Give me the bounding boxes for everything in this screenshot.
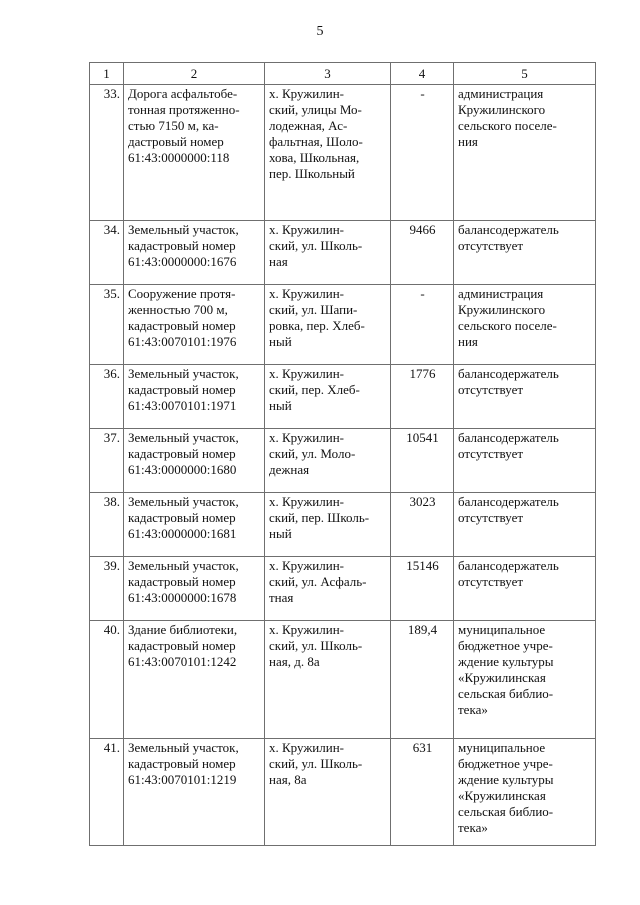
object-description: Земельный участок, кадастровый номер 61:43:0000000:1680: [124, 429, 265, 493]
object-area: 3023: [391, 493, 454, 557]
table-row: [90, 557, 596, 621]
table-row: [90, 365, 596, 429]
balance-holder: балансодержатель отсутствует: [454, 429, 596, 493]
row-number: 41.: [90, 739, 124, 846]
balance-holder: муниципальное бюджетное учре- ждение культуры «Кружилинская сельская библио- тека»: [454, 621, 596, 739]
object-address: х. Кружилин- ский, ул. Школь- ная, 8а: [265, 739, 391, 846]
object-address: х. Кружилин- ский, ул. Школь- ная, д. 8а: [265, 621, 391, 739]
object-description: Земельный участок, кадастровый номер 61:43:0000000:1676: [124, 221, 265, 285]
object-area: 15146: [391, 557, 454, 621]
object-area: -: [391, 285, 454, 365]
table-row: [90, 285, 596, 365]
header-row: [90, 63, 596, 85]
balance-holder: администрация Кружилинского сельского поселе- ния: [454, 285, 596, 365]
row-number: 35.: [90, 285, 124, 365]
object-area: 631: [391, 739, 454, 846]
header-cell-4: 4: [391, 63, 454, 85]
object-address: х. Кружилин- ский, ул. Асфаль- тная: [265, 557, 391, 621]
object-area: 1776: [391, 365, 454, 429]
object-area: -: [391, 85, 454, 221]
object-address: х. Кружилин- ский, ул. Школь- ная: [265, 221, 391, 285]
object-description: Сооружение протя- женностью 700 м, кадастровый номер 61:43:0070101:1976: [124, 285, 265, 365]
object-description: Дорога асфальтобе- тонная протяженно- стью 7150 м, ка- дастровый номер 61:43:0000000:118: [124, 85, 265, 221]
object-address: х. Кружилин- ский, пер. Школь- ный: [265, 493, 391, 557]
row-number: 33.: [90, 85, 124, 221]
row-number: 39.: [90, 557, 124, 621]
object-address: х. Кружилин- ский, ул. Шапи- ровка, пер. Хлеб- ный: [265, 285, 391, 365]
header-cell-5: 5: [454, 63, 596, 85]
table-row: [90, 739, 596, 846]
table-row: [90, 221, 596, 285]
object-area: 10541: [391, 429, 454, 493]
balance-holder: администрация Кружилинского сельского поселе- ния: [454, 85, 596, 221]
row-number: 37.: [90, 429, 124, 493]
table-row: [90, 429, 596, 493]
object-description: Земельный участок, кадастровый номер 61:43:0070101:1219: [124, 739, 265, 846]
table-row: [90, 493, 596, 557]
balance-holder: муниципальное бюджетное учре- ждение культуры «Кружилинская сельская библио- тека»: [454, 739, 596, 846]
header-cell-3: 3: [265, 63, 391, 85]
balance-holder: балансодержатель отсутствует: [454, 493, 596, 557]
table-row: [90, 85, 596, 221]
header-cell-1: 1: [90, 63, 124, 85]
header-cell-2: 2: [124, 63, 265, 85]
object-description: Земельный участок, кадастровый номер 61:43:0070101:1971: [124, 365, 265, 429]
balance-holder: балансодержатель отсутствует: [454, 557, 596, 621]
object-address: х. Кружилин- ский, ул. Моло- дежная: [265, 429, 391, 493]
row-number: 36.: [90, 365, 124, 429]
object-area: 189,4: [391, 621, 454, 739]
object-description: Земельный участок, кадастровый номер 61:43:0000000:1681: [124, 493, 265, 557]
row-number: 40.: [90, 621, 124, 739]
balance-holder: балансодержатель отсутствует: [454, 365, 596, 429]
property-registry-table: [89, 62, 596, 846]
object-area: 9466: [391, 221, 454, 285]
object-description: Земельный участок, кадастровый номер 61:43:0000000:1678: [124, 557, 265, 621]
object-address: х. Кружилин- ский, пер. Хлеб- ный: [265, 365, 391, 429]
object-description: Здание библиотеки, кадастровый номер 61:43:0070101:1242: [124, 621, 265, 739]
balance-holder: балансодержатель отсутствует: [454, 221, 596, 285]
row-number: 34.: [90, 221, 124, 285]
table-row: [90, 621, 596, 739]
page-number: 5: [316, 24, 324, 39]
object-address: х. Кружилин- ский, улицы Мо- лодежная, Ас- фальтная, Шоло- хова, Школьная, пер. Школьный: [265, 85, 391, 221]
row-number: 38.: [90, 493, 124, 557]
